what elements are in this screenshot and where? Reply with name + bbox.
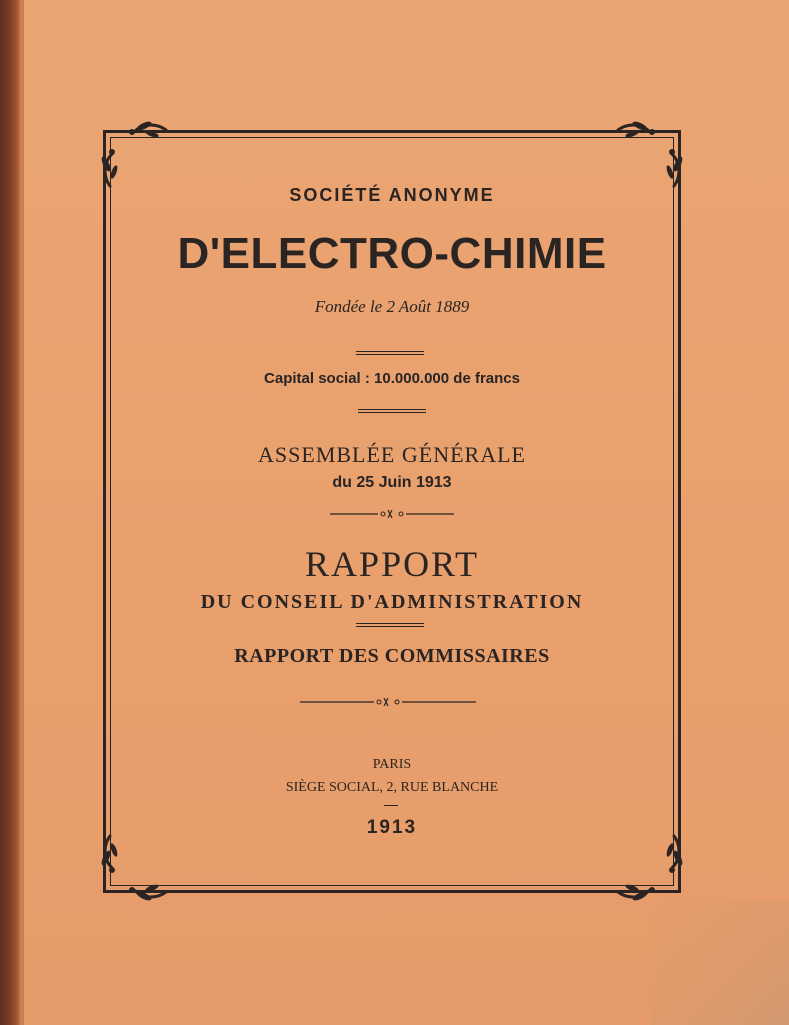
- binding-spine: [0, 0, 22, 1025]
- publication-year: 1913: [366, 817, 418, 838]
- tiny-rule: [384, 805, 398, 806]
- report-subtitle: DU CONSEIL D'ADMINISTRATION: [200, 591, 584, 613]
- short-rule-2: [358, 409, 426, 413]
- second-report-title: RAPPORT DES COMMISSAIRES: [234, 645, 550, 667]
- short-rule-1: [356, 351, 424, 355]
- company-name-title: D'ELECTRO-CHIMIE: [177, 229, 607, 278]
- capital-statement: Capital social : 10.000.000 de francs: [264, 370, 520, 387]
- short-rule-3: [356, 623, 424, 627]
- fleuron-divider-icon: [300, 697, 476, 707]
- fleuron-divider-icon: [330, 509, 454, 519]
- meeting-heading: ASSEMBLÉE GÉNÉRALE: [258, 442, 526, 467]
- company-type-heading: SOCIÉTÉ ANONYME: [289, 185, 495, 205]
- head-office-address: SIÈGE SOCIAL, 2, RUE BLANCHE: [285, 780, 499, 795]
- paper-stain: [650, 900, 789, 1025]
- meeting-date: du 25 Juin 1913: [332, 474, 452, 491]
- spine-edge: [22, 0, 24, 1025]
- founding-date: Fondée le 2 Août 1889: [314, 297, 470, 316]
- report-title: RAPPORT: [305, 544, 479, 584]
- publication-city: PARIS: [372, 757, 412, 772]
